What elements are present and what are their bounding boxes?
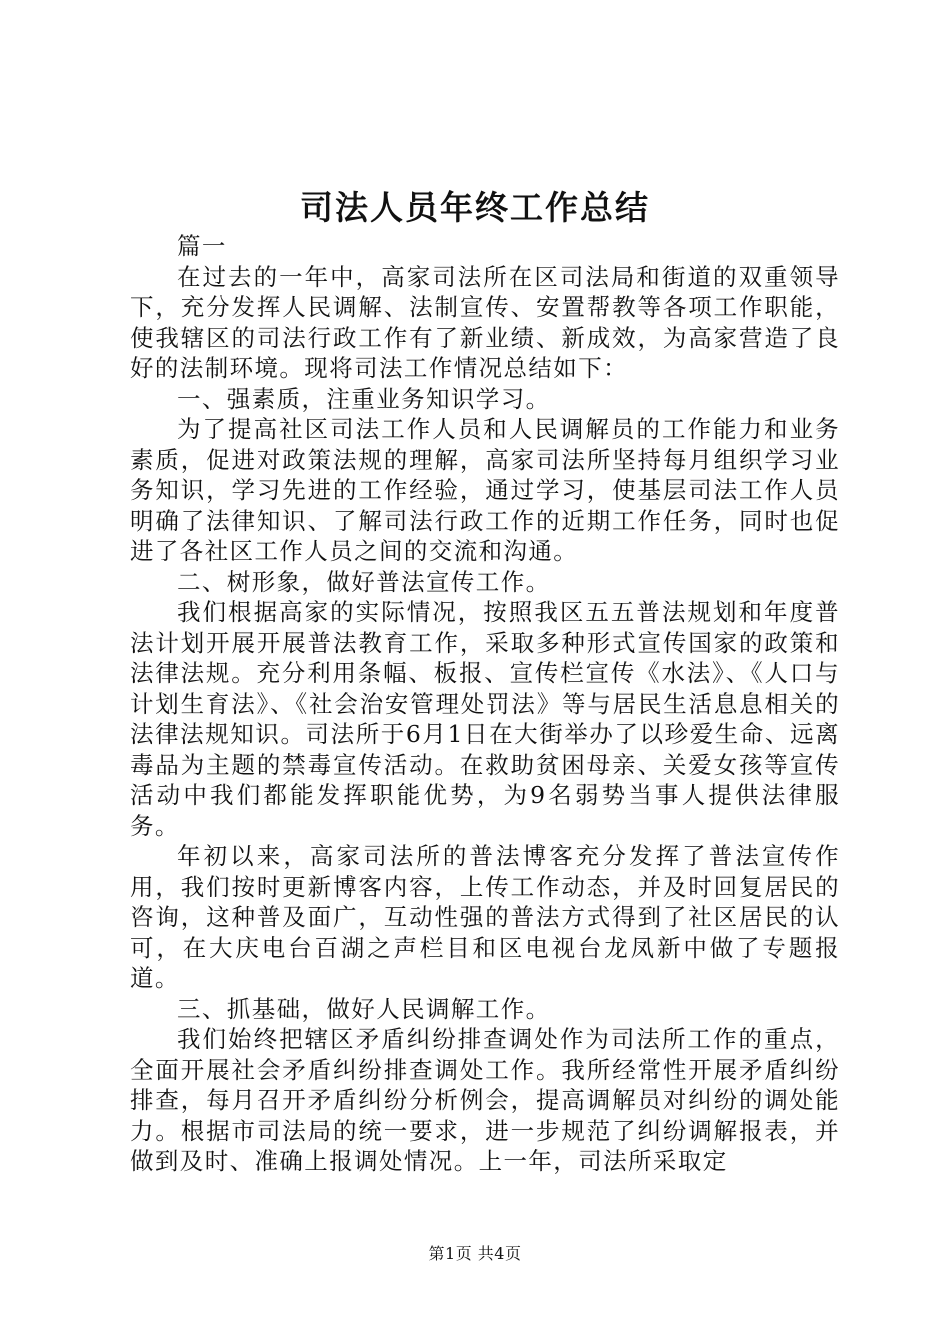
heading-three: 三、抓基础，做好人民调解工作。 — [177, 994, 551, 1023]
paragraph-blog: 年初以来，高家司法所的普法博客充分发挥了普法宣传作用，我们按时更新博客内容，上传工作动态，并及时回复居民的咨询，这种普及面广，互动性强的普法方式得到了社区居民的认可，在大庆电台百湖之声栏目和区电视台龙凤新中做了专题报道。 — [130, 842, 840, 992]
paragraph-study: 为了提高社区司法工作人员和人民调解员的工作能力和业务素质，促进对政策法规的理解，高家司法所坚持每月组织学习业务知识，学习先进的工作经验，通过学习，使基层司法工作人员明确了法律知识、了解司法行政工作的近期工作任务，同时也促进了各社区工作人员之间的交流和沟通。 — [130, 415, 840, 565]
document-body — [130, 231, 840, 1177]
heading-two: 二、树形象，做好普法宣传工作。 — [177, 567, 551, 596]
heading-one: 一、强素质，注重业务知识学习。 — [177, 384, 551, 413]
paragraph-mediation: 我们始终把辖区矛盾纠纷排查调处作为司法所工作的重点，全面开展社会矛盾纠纷排查调处工作。我所经常性开展矛盾纠纷排查，每月召开矛盾纠纷分析例会，提高调解员对纠纷的调处能力。根据市司法局的统一要求，进一步规范了纠纷调解报表，并做到及时、准确上报调处情况。上一年，司法所采取定 — [130, 1025, 840, 1175]
document-title: 司法人员年终工作总结 — [300, 188, 650, 227]
paragraph-intro: 在过去的一年中，高家司法所在区司法局和街道的双重领导下，充分发挥人民调解、法制宣传、安置帮教等各项工作职能，使我辖区的司法行政工作有了新业绩、新成效，为高家营造了良好的法制环境。现将司法工作情况总结如下： — [130, 262, 840, 382]
section-label: 篇一 — [177, 232, 227, 260]
page-footer: 第1页 共4页 — [428, 1244, 522, 1263]
paragraph-publicity: 我们根据高家的实际情况，按照我区五五普法规划和年度普法计划开展开展普法教育工作，采取多种形式宣传国家的政策和法律法规。充分利用条幅、板报、宣传栏宣传《水法》、《人口与计划生育法》、《社会治安管理处罚法》等与居民生活息息相关的法律法规知识。司法所于6月1日在大街举办了以珍爱生命、远离毒品为主题的禁毒宣传活动。在救助贫困母亲、关爱女孩等宣传活动中我们都能发挥职能优势，为9名弱势当事人提供法律服务。 — [130, 598, 840, 840]
